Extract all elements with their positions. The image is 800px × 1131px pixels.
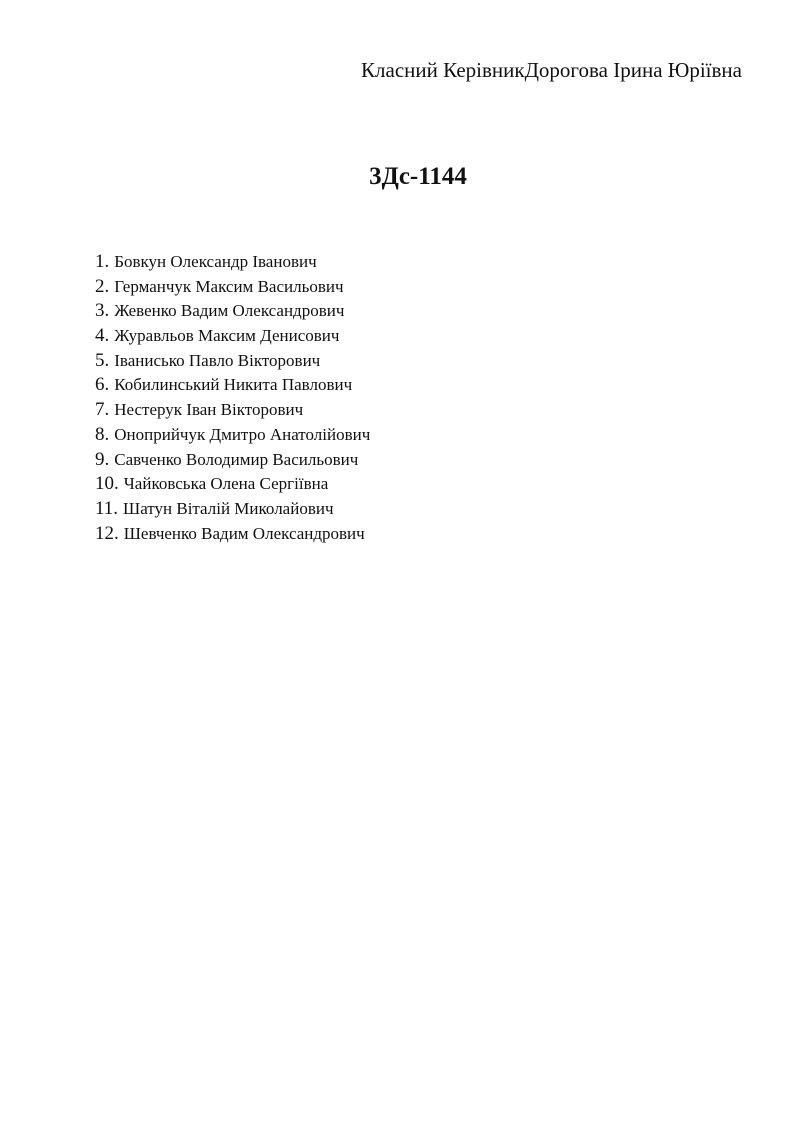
item-number: 4. xyxy=(95,325,110,347)
item-number: 10. xyxy=(95,473,119,495)
item-number: 8. xyxy=(95,423,110,445)
student-name: Іванисько Павло Вікторович xyxy=(114,350,321,370)
item-number: 5. xyxy=(95,349,110,371)
list-item xyxy=(95,448,370,473)
student-name: Шевченко Вадим Олександрович xyxy=(123,523,365,543)
item-number: 1. xyxy=(95,251,110,272)
student-list xyxy=(95,250,370,546)
item-number: 7. xyxy=(95,399,110,421)
list-item xyxy=(95,522,370,547)
list-item xyxy=(95,497,370,522)
list-item xyxy=(95,423,370,448)
student-name: Чайковська Олена Сергіївна xyxy=(123,474,329,494)
item-number: 6. xyxy=(95,374,110,396)
student-name: Кобилинський Никита Павлович xyxy=(114,375,353,395)
student-name: Шатун Віталій Миколайович xyxy=(123,498,334,518)
item-number: 2. xyxy=(95,275,110,297)
list-item xyxy=(95,398,370,423)
item-number: 9. xyxy=(95,448,110,470)
student-name: Нестерук Іван Вікторович xyxy=(114,400,304,420)
list-item xyxy=(95,373,370,398)
item-number: 11. xyxy=(95,497,119,519)
class-teacher-line: Класний КерівникДорогова Ірина Юріївна xyxy=(361,58,742,82)
group-title: 3Дс-1144 xyxy=(369,163,467,190)
student-name: Жевенко Вадим Олександрович xyxy=(114,301,345,321)
student-name: Савченко Володимир Васильович xyxy=(114,449,359,469)
list-item xyxy=(95,472,370,497)
item-number: 3. xyxy=(95,300,110,322)
student-name: Германчук Максим Васильович xyxy=(114,276,344,296)
list-item xyxy=(95,275,370,300)
student-name: Оноприйчук Дмитро Анатолійович xyxy=(114,424,371,444)
item-number: 12. xyxy=(95,522,119,544)
list-item xyxy=(95,299,370,324)
list-item xyxy=(95,324,370,349)
list-item xyxy=(95,349,370,374)
student-name: Журавльов Максим Денисович xyxy=(114,326,340,346)
student-name: Бовкун Олександр Іванович xyxy=(114,252,317,271)
list-item xyxy=(95,250,370,275)
